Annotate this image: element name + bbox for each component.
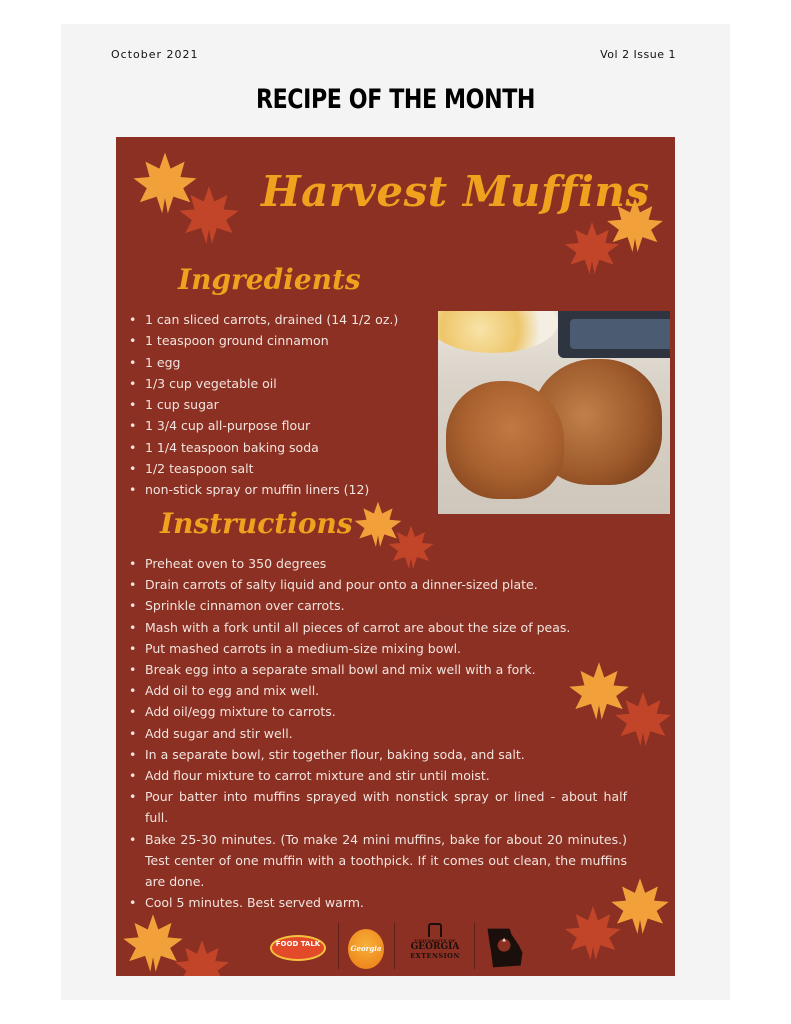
muffin-shape	[446, 381, 564, 499]
issue-date: October 2021	[111, 48, 199, 61]
list-item: • Add flour mixture to carrot mixture and stir until moist.	[127, 765, 627, 786]
ingredients-list	[127, 309, 427, 501]
list-item: • 1 can sliced carrots, drained (14 1/2 oz.)	[127, 309, 427, 330]
list-item: • Break egg into a separate small bowl and mix well with a fork.	[127, 659, 627, 680]
bowl-shape	[438, 311, 558, 353]
maple-leaf-icon	[176, 183, 242, 249]
logo-divider	[338, 923, 339, 969]
list-item: • Drain carrots of salty liquid and pour onto a dinner-sized plate.	[127, 574, 627, 595]
maple-leaf-icon	[172, 937, 232, 976]
list-item: • Mash with a fork until all pieces of carrot are about the size of peas.	[127, 617, 627, 638]
list-item: • 1/2 teaspoon salt	[127, 458, 427, 479]
logo-divider	[474, 923, 475, 969]
list-item: • 1/3 cup vegetable oil	[127, 373, 427, 394]
list-item: • Add oil/egg mixture to carrots.	[127, 701, 627, 722]
list-item: • 1 egg	[127, 352, 427, 373]
list-item: • Preheat oven to 350 degrees	[127, 553, 627, 574]
arch-icon	[428, 923, 442, 937]
georgia-state-icon	[482, 925, 528, 971]
list-item: • Bake 25-30 minutes. (To make 24 mini muffins, bake for about 20 minutes.) Test center of one muffin with a toothpick. If it comes out clean, the muffins are done.	[127, 829, 627, 893]
muffin-photo	[438, 311, 670, 514]
mug-highlight-shape	[570, 319, 670, 349]
list-item: • Put mashed carrots in a medium-size mixing bowl.	[127, 638, 627, 659]
instructions-list	[127, 553, 627, 913]
maple-leaf-icon	[562, 219, 622, 279]
list-item: • non-stick spray or muffin liners (12)	[127, 479, 427, 500]
partner-logos	[266, 923, 536, 971]
list-item: • Cool 5 minutes. Best served warm.	[127, 892, 627, 913]
issue-number: Vol 2 Issue 1	[600, 48, 676, 61]
food-talk-logo: FOOD TALK	[270, 935, 326, 961]
uga-extension-logo: UNIVERSITY OF GEORGIA EXTENSION	[404, 923, 466, 971]
list-item: • 1 teaspoon ground cinnamon	[127, 330, 427, 351]
list-item: • 1 1/4 teaspoon baking soda	[127, 437, 427, 458]
list-item: • Add oil to egg and mix well.	[127, 680, 627, 701]
list-item: • Add sugar and stir well.	[127, 723, 627, 744]
list-item: • Sprinkle cinnamon over carrots.	[127, 595, 627, 616]
ingredients-heading: Ingredients	[178, 263, 361, 296]
georgia-logo: Georgia	[348, 929, 384, 969]
list-item: • In a separate bowl, stir together flour, baking soda, and salt.	[127, 744, 627, 765]
list-item: • 1 3/4 cup all-purpose flour	[127, 415, 427, 436]
list-item: • 1 cup sugar	[127, 394, 427, 415]
instructions-heading: Instructions	[160, 507, 353, 540]
list-item: • Pour batter into muffins sprayed with nonstick spray or lined - about half full.	[127, 786, 627, 828]
logo-divider	[394, 923, 395, 969]
recipe-card	[116, 137, 675, 976]
recipe-title: Harvest Muffins	[261, 167, 650, 216]
page-title: RECIPE OF THE MONTH	[255, 84, 536, 115]
